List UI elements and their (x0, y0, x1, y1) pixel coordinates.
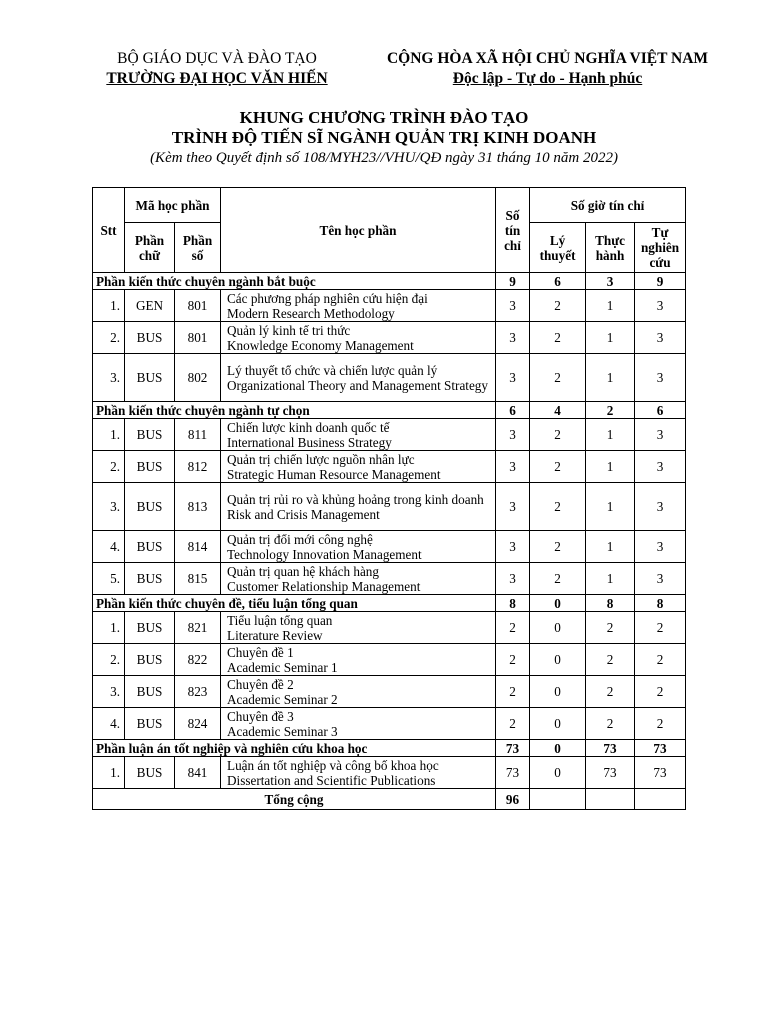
row-stt: 1. (93, 290, 125, 322)
section-practice: 2 (586, 402, 635, 419)
course-name-en: Academic Seminar 2 (227, 691, 338, 707)
row-code-number: 812 (175, 451, 221, 483)
total-empty-practice (586, 789, 635, 810)
row-course-name (221, 290, 496, 322)
course-name-en: Customer Relationship Management (227, 578, 421, 594)
row-code-number: 823 (175, 676, 221, 708)
section-theory: 0 (530, 595, 586, 612)
col-credits: Số tín chỉ (496, 188, 530, 273)
row-code-number: 801 (175, 322, 221, 354)
row-practice: 1 (586, 290, 635, 322)
row-credits: 3 (496, 563, 530, 595)
section-header-row (93, 273, 686, 290)
row-research: 2 (635, 708, 686, 740)
row-code-letter: BUS (125, 322, 175, 354)
row-course-name (221, 708, 496, 740)
row-credits: 2 (496, 676, 530, 708)
row-code-letter: BUS (125, 708, 175, 740)
course-name-vi: Các phương pháp nghiên cứu hiện đại (227, 290, 428, 306)
row-code-number: 821 (175, 612, 221, 644)
row-course-name (221, 644, 496, 676)
course-name-en: Organizational Theory and Management Strategy (227, 377, 488, 393)
row-code-number: 815 (175, 563, 221, 595)
row-stt: 4. (93, 531, 125, 563)
section-research: 8 (635, 595, 686, 612)
row-code-number: 802 (175, 354, 221, 402)
course-name-en: Risk and Crisis Management (227, 506, 380, 522)
row-credits: 3 (496, 322, 530, 354)
ministry-name: BỘ GIÁO DỤC VÀ ĐÀO TẠO (117, 50, 317, 67)
row-theory: 2 (530, 322, 586, 354)
course-name-en: Literature Review (227, 627, 323, 643)
row-code-letter: BUS (125, 354, 175, 402)
row-course-name (221, 483, 496, 531)
table-body (93, 273, 686, 810)
row-code-letter: BUS (125, 483, 175, 531)
republic-name: CỘNG HÒA XÃ HỘI CHỦ NGHĨA VIỆT NAM (386, 50, 709, 67)
table-row (93, 322, 686, 354)
row-credits: 73 (496, 757, 530, 789)
row-credits: 3 (496, 290, 530, 322)
row-research: 3 (635, 322, 686, 354)
row-theory: 2 (530, 354, 586, 402)
row-stt: 1. (93, 419, 125, 451)
col-course-name: Tên học phần (221, 188, 496, 273)
table-row (93, 451, 686, 483)
row-code-letter: BUS (125, 644, 175, 676)
decision-reference: (Kèm theo Quyết định số 108/MYH23//VHU/QĐ ngày 31 tháng 10 năm 2022) (150, 150, 618, 166)
row-credits: 3 (496, 419, 530, 451)
course-name-en: Academic Seminar 1 (227, 659, 338, 675)
section-credits: 8 (496, 595, 530, 612)
row-credits: 3 (496, 483, 530, 531)
row-code-letter: BUS (125, 757, 175, 789)
row-stt: 1. (93, 612, 125, 644)
row-practice: 2 (586, 708, 635, 740)
national-header (365, 49, 730, 89)
row-research: 2 (635, 676, 686, 708)
row-theory: 2 (530, 563, 586, 595)
row-stt: 3. (93, 483, 125, 531)
document-subtitle: TRÌNH ĐỘ TIẾN SĨ NGÀNH QUẢN TRỊ KINH DOANH (171, 128, 597, 147)
table-row (93, 531, 686, 563)
row-course-name (221, 354, 496, 402)
row-credits: 3 (496, 451, 530, 483)
row-stt: 5. (93, 563, 125, 595)
row-course-name (221, 531, 496, 563)
section-credits: 6 (496, 402, 530, 419)
row-code-letter: BUS (125, 531, 175, 563)
row-course-name (221, 676, 496, 708)
table-row (93, 483, 686, 531)
row-credits: 3 (496, 531, 530, 563)
section-theory: 4 (530, 402, 586, 419)
row-stt: 2. (93, 451, 125, 483)
col-research: Tự nghiên cứu (635, 223, 686, 273)
row-practice: 1 (586, 419, 635, 451)
course-name-vi: Quản trị rủi ro và khủng hoảng trong kinh doanh (227, 491, 484, 507)
row-theory: 0 (530, 708, 586, 740)
table-row (93, 676, 686, 708)
row-code-number: 841 (175, 757, 221, 789)
row-code-number: 814 (175, 531, 221, 563)
row-code-letter: BUS (125, 563, 175, 595)
row-research: 3 (635, 531, 686, 563)
table-row (93, 708, 686, 740)
section-header-row (93, 595, 686, 612)
row-research: 73 (635, 757, 686, 789)
row-theory: 2 (530, 531, 586, 563)
row-credits: 2 (496, 644, 530, 676)
row-course-name (221, 451, 496, 483)
row-research: 3 (635, 483, 686, 531)
course-name-en: Technology Innovation Management (227, 546, 422, 562)
issuing-agency (92, 49, 342, 89)
row-theory: 2 (530, 419, 586, 451)
table-row (93, 757, 686, 789)
total-label: Tổng cộng (93, 789, 496, 810)
section-label: Phần kiến thức chuyên ngành tự chọn (93, 402, 496, 419)
section-research: 6 (635, 402, 686, 419)
course-name-vi: Chiến lược kinh doanh quốc tế (227, 419, 390, 435)
table-row (93, 612, 686, 644)
row-research: 3 (635, 290, 686, 322)
row-code-number: 811 (175, 419, 221, 451)
row-practice: 1 (586, 451, 635, 483)
table-row (93, 644, 686, 676)
course-name-vi: Chuyên đề 1 (227, 644, 294, 660)
row-theory: 0 (530, 757, 586, 789)
total-empty-research (635, 789, 686, 810)
row-code-letter: BUS (125, 419, 175, 451)
row-research: 3 (635, 563, 686, 595)
course-name-vi: Lý thuyết tổ chức và chiến lược quản lý (227, 362, 438, 378)
row-course-name (221, 419, 496, 451)
section-label: Phần kiến thức chuyên ngành bắt buộc (93, 273, 496, 290)
course-name-en: Strategic Human Resource Management (227, 466, 441, 482)
row-code-letter: BUS (125, 676, 175, 708)
row-theory: 0 (530, 644, 586, 676)
course-name-en: Dissertation and Scientific Publications (227, 772, 436, 788)
section-header-row (93, 402, 686, 419)
row-practice: 1 (586, 563, 635, 595)
course-name-en: Modern Research Methodology (227, 305, 395, 321)
section-label: Phần kiến thức chuyên đề, tiểu luận tổng quan (93, 595, 496, 612)
course-name-vi: Quản trị đổi mới công nghệ (227, 531, 373, 547)
course-name-vi: Quản trị chiến lược nguồn nhân lực (227, 451, 415, 467)
row-code-letter: GEN (125, 290, 175, 322)
row-practice: 1 (586, 322, 635, 354)
course-name-vi: Quản lý kinh tế tri thức (227, 322, 351, 338)
row-practice: 1 (586, 531, 635, 563)
row-research: 3 (635, 451, 686, 483)
section-practice: 8 (586, 595, 635, 612)
col-theory: Lý thuyết (530, 223, 586, 273)
total-row (93, 789, 686, 810)
section-credits: 73 (496, 740, 530, 757)
row-practice: 73 (586, 757, 635, 789)
row-research: 2 (635, 612, 686, 644)
course-name-vi: Chuyên đề 3 (227, 708, 294, 724)
course-name-vi: Tiểu luận tổng quan (227, 612, 333, 628)
row-practice: 1 (586, 483, 635, 531)
row-code-letter: BUS (125, 612, 175, 644)
row-theory: 2 (530, 290, 586, 322)
row-course-name (221, 322, 496, 354)
row-stt: 4. (93, 708, 125, 740)
col-practice: Thực hành (586, 223, 635, 273)
table-row (93, 563, 686, 595)
course-name-vi: Luận án tốt nghiệp và công bố khoa học (227, 757, 439, 773)
row-research: 2 (635, 644, 686, 676)
curriculum-table (92, 187, 686, 810)
total-empty-theory (530, 789, 586, 810)
row-course-name (221, 612, 496, 644)
col-code-letter: Phần chữ (125, 223, 175, 273)
row-code-number: 824 (175, 708, 221, 740)
row-practice: 1 (586, 354, 635, 402)
row-stt: 3. (93, 354, 125, 402)
section-theory: 6 (530, 273, 586, 290)
row-research: 3 (635, 419, 686, 451)
row-theory: 0 (530, 676, 586, 708)
row-stt: 2. (93, 322, 125, 354)
course-name-vi: Quản trị quan hệ khách hàng (227, 563, 379, 579)
col-code-number: Phần số (175, 223, 221, 273)
row-credits: 2 (496, 708, 530, 740)
row-practice: 2 (586, 612, 635, 644)
row-credits: 2 (496, 612, 530, 644)
table-row (93, 290, 686, 322)
row-theory: 2 (530, 483, 586, 531)
col-course-code: Mã học phần (125, 188, 221, 223)
row-theory: 0 (530, 612, 586, 644)
row-code-number: 822 (175, 644, 221, 676)
national-motto: Độc lập - Tự do - Hạnh phúc (452, 70, 643, 87)
row-practice: 2 (586, 676, 635, 708)
row-theory: 2 (530, 451, 586, 483)
section-practice: 73 (586, 740, 635, 757)
course-name-en: International Business Strategy (227, 434, 392, 450)
section-credits: 9 (496, 273, 530, 290)
row-credits: 3 (496, 354, 530, 402)
section-theory: 0 (530, 740, 586, 757)
row-course-name (221, 757, 496, 789)
row-stt: 3. (93, 676, 125, 708)
row-practice: 2 (586, 644, 635, 676)
row-course-name (221, 563, 496, 595)
section-label: Phần luận án tốt nghiệp và nghiên cứu khoa học (93, 740, 496, 757)
row-code-number: 813 (175, 483, 221, 531)
section-research: 9 (635, 273, 686, 290)
university-name: TRƯỜNG ĐẠI HỌC VĂN HIẾN (106, 70, 328, 87)
col-stt: Stt (93, 188, 125, 273)
document-title: KHUNG CHƯƠNG TRÌNH ĐÀO TẠO (239, 108, 529, 127)
section-header-row (93, 740, 686, 757)
row-stt: 1. (93, 757, 125, 789)
row-code-number: 801 (175, 290, 221, 322)
course-name-vi: Chuyên đề 2 (227, 676, 294, 692)
col-credit-hours: Số giờ tín chỉ (530, 188, 686, 223)
table-row (93, 419, 686, 451)
row-stt: 2. (93, 644, 125, 676)
row-research: 3 (635, 354, 686, 402)
section-research: 73 (635, 740, 686, 757)
section-practice: 3 (586, 273, 635, 290)
row-code-letter: BUS (125, 451, 175, 483)
course-name-en: Knowledge Economy Management (227, 337, 414, 353)
total-credits: 96 (496, 789, 530, 810)
course-name-en: Academic Seminar 3 (227, 723, 338, 739)
table-row (93, 354, 686, 402)
